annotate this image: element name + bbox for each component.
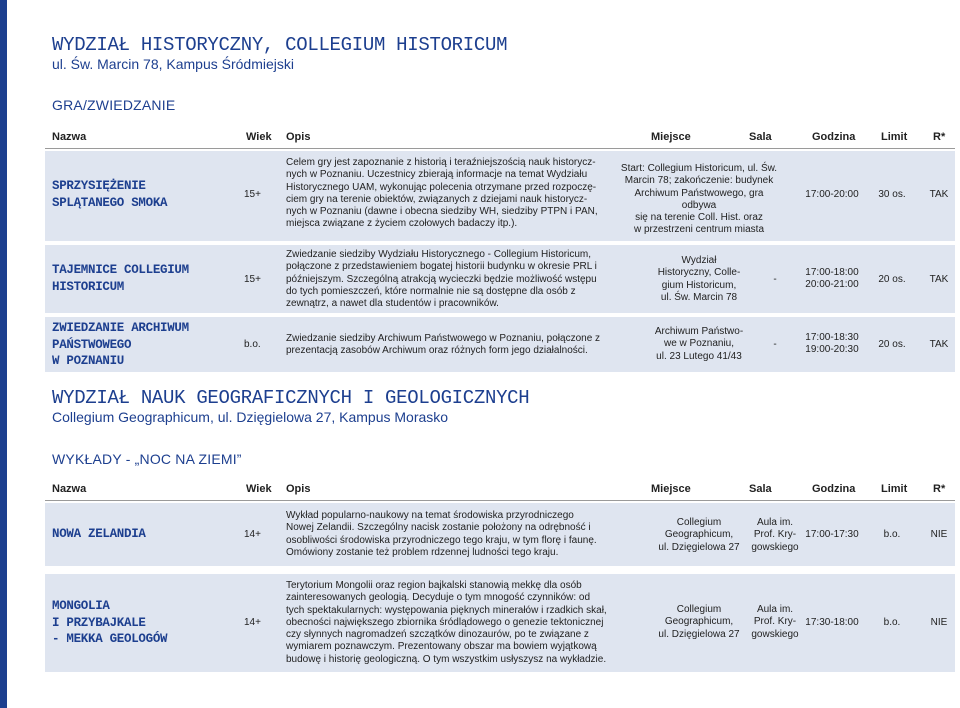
event-registration: TAK — [929, 189, 949, 200]
header-nazwa: Nazwa — [52, 131, 87, 143]
event-description: Terytorium Mongolii oraz region bajkalski stanowią mekkę dla osób zainteresowanych geologią. Decyduje o tym mnogość czynników: od tych spektakularnych: występowania pięknych minerałów i rzadkich skał, obecności największego zbiornika śródlądowego o genezie tektonicznej czy słynnych nagromadzeń szczątków dinozaurów, po te związane z wymiarem poznawczym. Prezentowany obszar ma bowiem wyjątkową budowę i historię geologiczną. O tym wszystkim usłyszysz na wykładzie. — [286, 580, 607, 665]
event-age: 14+ — [244, 617, 261, 628]
event-registration: NIE — [930, 617, 948, 628]
event-description: Zwiedzanie siedziby Archiwum Państwowego w Poznaniu, połączone z prezentacją zasobów Archiwum oraz różnych form jego działalności. — [286, 333, 601, 357]
event-limit: b.o. — [883, 529, 901, 540]
event-time: 17:30-18:00 — [805, 617, 859, 628]
header-r: R* — [933, 131, 946, 143]
event-time: 17:00-18:30 19:00-20:30 — [805, 332, 859, 356]
event-registration: NIE — [930, 529, 948, 540]
event-room: - — [773, 339, 777, 350]
section-2-title: WYDZIAŁ NAUK GEOGRAFICZNYCH I GEOLOGICZNYCH — [52, 387, 530, 409]
event-name: TAJEMNICE COLLEGIUM HISTORICUM — [52, 263, 189, 294]
section-1-address: ul. Św. Marcin 78, Kampus Śródmiejski — [52, 56, 294, 72]
event-place: Start: Collegium Historicum, ul. Św. Marcin 78; zakończenie: budynek Archiwum Państwowego, gra odbywa się na terenie Coll. Hist. oraz w przestrzeni centrum miasta — [620, 163, 778, 236]
event-name: MONGOLIA I PRZYBAJKALE - MEKKA GEOLOGÓW — [52, 599, 168, 646]
event-name: SPRZYSIĘŻENIE SPLĄTANEGO SMOKA — [52, 179, 168, 210]
event-place: Collegium Geographicum, ul. Dzięgielowa 27 — [658, 517, 740, 553]
header-wiek: Wiek — [246, 483, 272, 495]
event-limit: b.o. — [883, 617, 901, 628]
table-2-header — [45, 479, 955, 501]
event-age: 14+ — [244, 529, 261, 540]
event-room: Aula im. Prof. Kry- gowskiego — [751, 604, 799, 640]
event-description: Zwiedzanie siedziby Wydziału Historycznego - Collegium Historicum, połączone z przedstawieniem bogatej historii budynku w okresie PRL i późniejszym. Szczególną atrakcją wycieczki będzie możliwość wstępu do tych pomieszczeń, które normalnie nie są dostępne dla osób z zewnątrz, a nawet dla studentów i pracowników. — [286, 249, 597, 310]
header-r: R* — [933, 483, 946, 495]
header-sala: Sala — [749, 483, 772, 495]
event-limit: 30 os. — [878, 189, 906, 200]
section-1-title: WYDZIAŁ HISTORYCZNY, COLLEGIUM HISTORICUM — [52, 34, 508, 56]
header-godzina: Godzina — [812, 131, 856, 143]
event-registration: TAK — [929, 274, 949, 285]
event-limit: 20 os. — [878, 274, 906, 285]
event-room: Aula im. Prof. Kry- gowskiego — [751, 517, 799, 553]
event-place: Archiwum Państwo- we w Poznaniu, ul. 23 Lutego 41/43 — [654, 326, 744, 362]
event-description: Wykład popularno-naukowy na temat środowiska przyrodniczego Nowej Zelandii. Szczególny nacisk zostanie położony na odrębność i osobliwości środowiska przyrodniczego tego kraju, w tym florę i faunę. Omówiony zostanie też problem rdzennej ludności tego kraju. — [286, 510, 597, 558]
header-wiek: Wiek — [246, 131, 272, 143]
left-accent-bar — [0, 0, 7, 708]
table-row — [45, 503, 955, 566]
event-age: b.o. — [244, 339, 261, 350]
header-miejsce: Miejsce — [651, 131, 691, 143]
event-time: 17:00-20:00 — [805, 189, 859, 200]
event-time: 17:00-18:00 20:00-21:00 — [805, 267, 859, 291]
table-row — [45, 574, 955, 672]
table-row — [45, 245, 955, 313]
header-limit: Limit — [881, 131, 908, 143]
table-1-header — [45, 127, 955, 149]
header-sala: Sala — [749, 131, 772, 143]
header-opis: Opis — [286, 483, 311, 495]
section-1-subtitle: GRA/ZWIEDZANIE — [52, 97, 176, 113]
event-name: NOWA ZELANDIA — [52, 527, 146, 541]
event-registration: TAK — [929, 339, 949, 350]
event-name: ZWIEDZANIE ARCHIWUM PAŃSTWOWEGO W POZNANIU — [52, 321, 189, 368]
event-place: Collegium Geographicum, ul. Dzięgielowa 27 — [658, 604, 740, 640]
table-row — [45, 151, 955, 241]
header-miejsce: Miejsce — [651, 483, 691, 495]
header-limit: Limit — [881, 483, 908, 495]
header-opis: Opis — [286, 131, 311, 143]
section-2-subtitle: WYKŁADY - „NOC NA ZIEMI” — [52, 451, 242, 467]
section-2-address: Collegium Geographicum, ul. Dzięgielowa 27, Kampus Morasko — [52, 409, 449, 425]
table-row — [45, 317, 955, 372]
event-room: - — [773, 274, 777, 285]
event-place: Wydział Historyczny, Colle- gium Historicum, ul. Św. Marcin 78 — [657, 255, 741, 303]
event-age: 15+ — [244, 189, 261, 200]
event-description: Celem gry jest zapoznanie z historią i teraźniejszością nauk historycz- nych w Poznaniu. Uczestnicy zbierają informacje na temat Wydziału Historycznego UAM, wykonując polecenia otrzymane przed rozpoczę- ciem gry na terenie obiektów, związanych z dziejami nauk historycz- nych w Poznaniu (dawne i obecna siedziby WH, siedziby PTPN i PAN, miejsca związane z życiem czołowych badaczy itp.). — [286, 157, 598, 230]
header-nazwa: Nazwa — [52, 483, 87, 495]
event-time: 17:00-17:30 — [805, 529, 859, 540]
event-limit: 20 os. — [878, 339, 906, 350]
event-age: 15+ — [244, 274, 261, 285]
header-godzina: Godzina — [812, 483, 856, 495]
